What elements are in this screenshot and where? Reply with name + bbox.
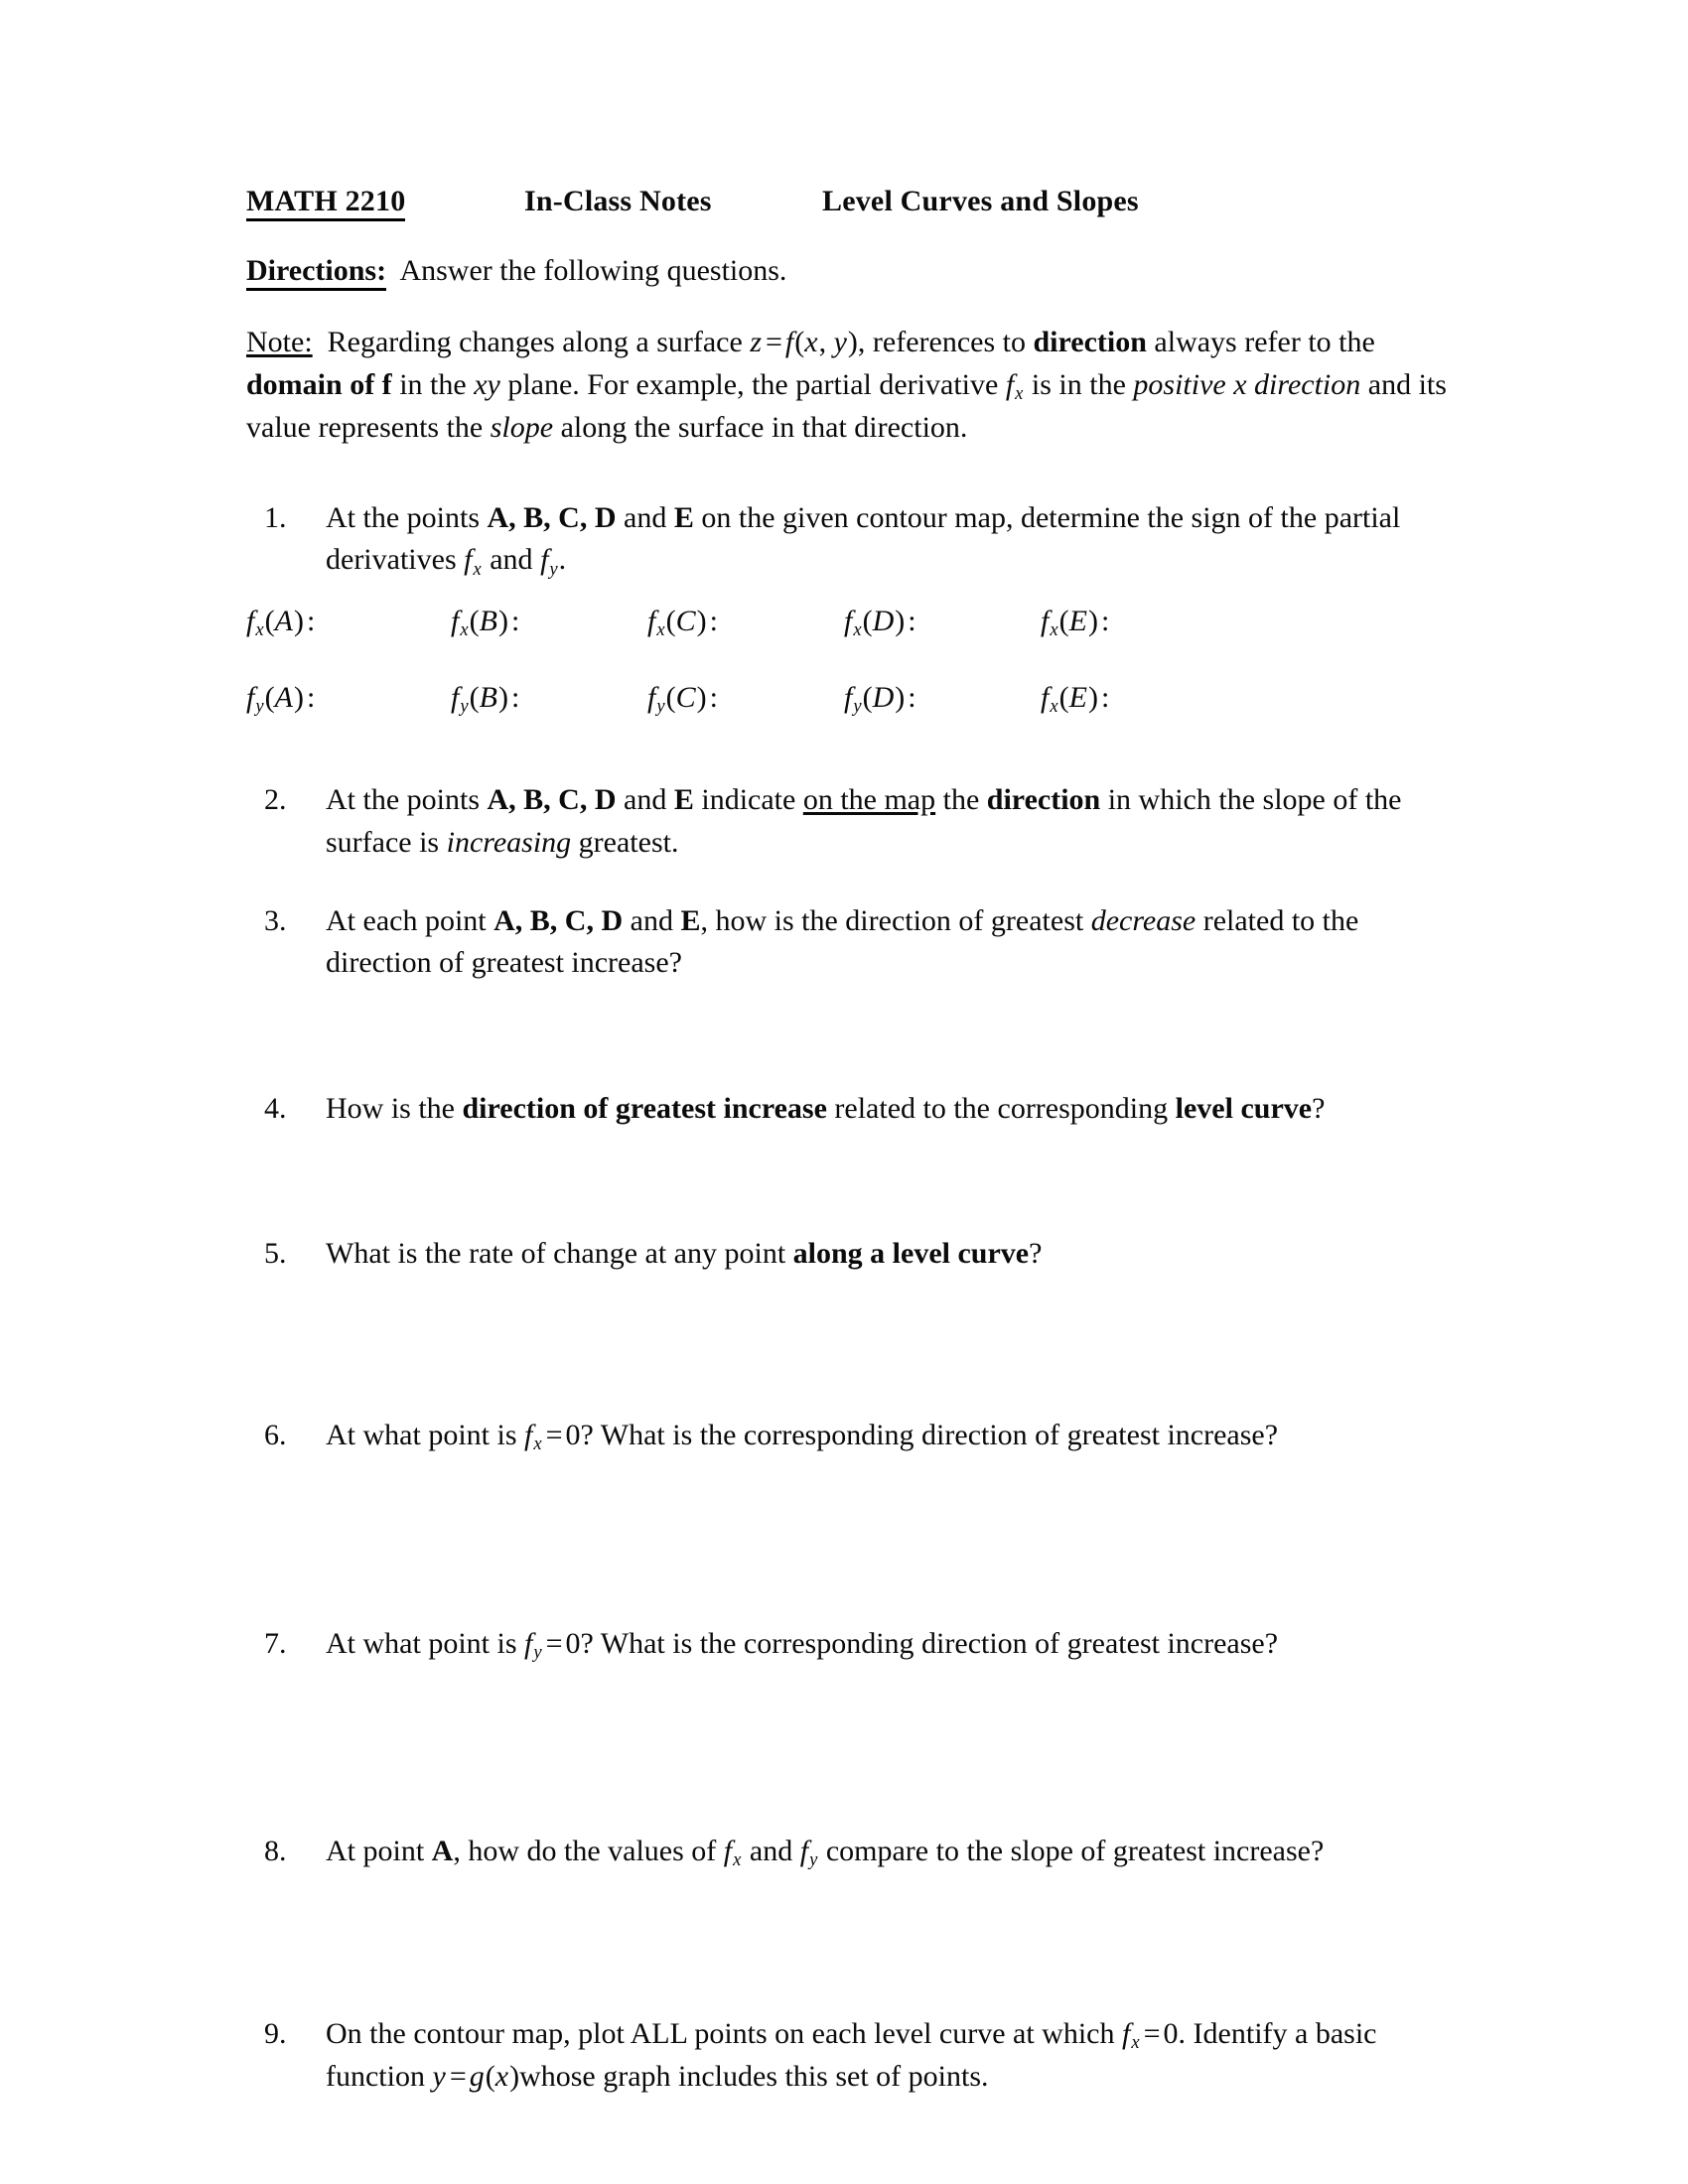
question-7-text: At what point is $f_y = 0$? What is the corresponding direction of greatest increase? — [326, 1626, 1279, 1663]
answer-cell-fx-b[interactable]: $f_x(B)$ : — [451, 604, 520, 641]
q4-bold-level: level — [1175, 1091, 1233, 1125]
math-fx-q8: $f_x$ — [723, 1835, 742, 1871]
question-item-7 — [246, 1623, 1458, 1667]
question-number-5: 5. — [264, 1237, 287, 1271]
question-item-1 — [246, 497, 1458, 583]
answer-cell-fy-d[interactable]: $f_y(D)$ : — [844, 681, 916, 718]
answer-cell-fx-c[interactable]: $f_x(C)$ : — [647, 604, 718, 641]
point-e-1: E — [673, 500, 694, 534]
math-fy-eq-zero-q7: $f_y = 0$ — [524, 1626, 581, 1663]
question-number-8: 8. — [264, 1835, 287, 1868]
document-content — [246, 185, 1458, 2099]
point-e-3: E — [680, 903, 701, 937]
directions-line — [246, 254, 1458, 288]
question-6-text: At what point is $f_x = 0$? What is the corresponding direction of greatest increase? — [326, 1418, 1279, 1455]
question-8-text: At point A, how do the values of $f_x$ and $f_y$ compare to the slope of greatest increase? — [326, 1835, 1325, 1871]
note-paragraph — [246, 322, 1458, 450]
q2-italic-increasing: increasing — [446, 825, 572, 859]
answer-cell-fy-c[interactable]: $f_y(C)$ : — [647, 681, 718, 718]
math-fx-eq-zero-q9: $f_x = 0$ — [1122, 2016, 1179, 2053]
note-label: Note: — [246, 326, 313, 358]
question-item-5 — [246, 1233, 1458, 1276]
question-number-2: 2. — [264, 783, 287, 817]
question-number-1: 1. — [264, 500, 287, 534]
math-fx-eq-zero-q6: $f_x = 0$ — [524, 1418, 581, 1455]
q2-underline-on-the-map: on the map — [802, 783, 936, 817]
note-text-7: and its value represents the — [246, 367, 1447, 445]
question-4-text: How is the direction of greatest increase related to the corresponding level curve? — [326, 1091, 1326, 1125]
directions-label: Directions: — [246, 254, 386, 291]
question-5-text: What is the rate of change at any point along a level curve? — [326, 1237, 1043, 1271]
answer-cell-fy-b[interactable]: $f_y(B)$ : — [451, 681, 520, 718]
q4-bold-curve: curve — [1240, 1091, 1313, 1125]
question-3-text: At each point A, B, C, D and E, how is the direction of greatest decrease related to the direction of greatest increase? — [326, 903, 1359, 980]
question-list — [246, 497, 1458, 2099]
doc-type: In-Class Notes — [524, 185, 712, 217]
points-list-3: A, B, C, D — [493, 903, 624, 937]
page-title: Level Curves and Slopes — [822, 185, 1139, 217]
question-item-8 — [246, 1831, 1458, 1874]
point-e-2: E — [673, 783, 694, 817]
question-number-4: 4. — [264, 1091, 287, 1125]
question-9-text: On the contour map, plot ALL points on each level curve at which $f_x = 0$. Identify a basic function y = g(x)whose graph includes this set of points. — [326, 2016, 1377, 2094]
note-bold-direction: direction — [1033, 326, 1147, 358]
question-1-text: At the points A, B, C, D and E on the given contour map, determine the sign of the partial derivatives $f_x$ and $f_y$. — [326, 500, 1401, 580]
math-surface-equation: z = f(x, y) — [750, 326, 858, 358]
document-header — [246, 185, 1458, 218]
math-fx-inline: $f_x$ — [1005, 367, 1024, 404]
note-italic-positive-x-direction: positive x direction — [1133, 367, 1361, 401]
math-fy-q1: $f_y$ — [540, 543, 558, 580]
directions-text: Answer the following questions. — [399, 254, 787, 287]
note-bold-domain: domain of f — [246, 367, 392, 401]
question-item-4 — [246, 1088, 1458, 1131]
answer-row-fy — [246, 681, 1458, 718]
points-list-1: A, B, C, D — [487, 500, 617, 534]
question-number-6: 6. — [264, 1418, 287, 1451]
note-text-1: Regarding changes along a surface — [327, 326, 743, 358]
note-text-3: always refer to the — [1154, 326, 1375, 358]
math-fy-q8: $f_y$ — [799, 1835, 818, 1871]
note-text-8: along the surface in that direction. — [560, 411, 968, 445]
question-item-9 — [246, 2013, 1458, 2099]
math-y-equals-g-of-x: y = g(x) — [432, 2060, 520, 2094]
question-item-3 — [246, 900, 1458, 985]
q2-bold-direction: direction — [986, 783, 1101, 817]
math-fx-q1: $f_x$ — [464, 543, 482, 580]
note-italic-xy: xy — [474, 367, 500, 401]
question-number-3: 3. — [264, 903, 287, 937]
q4-bold-greatest-increase: direction of greatest increase — [462, 1091, 827, 1125]
note-text-5: plane. For example, the partial derivative — [507, 367, 999, 401]
points-list-2: A, B, C, D — [487, 783, 617, 817]
q8-bold-point-a: A — [431, 1835, 454, 1868]
question-number-9: 9. — [264, 2016, 287, 2050]
question-item-6 — [246, 1415, 1458, 1458]
note-italic-slope: slope — [490, 411, 554, 445]
question-item-2 — [246, 779, 1458, 864]
q5-bold-along-level-curve: along a level curve — [792, 1237, 1030, 1271]
answer-cell-fx-d[interactable]: $f_x(D)$ : — [844, 604, 916, 641]
answer-cell-fy-a[interactable]: $f_y(A)$ : — [246, 681, 316, 718]
q3-italic-decrease: decrease — [1090, 903, 1196, 937]
answer-cell-fy-e[interactable]: $f_x(E)$ : — [1041, 681, 1110, 718]
course-code: MATH 2210 — [246, 185, 405, 221]
note-text-6: is in the — [1031, 367, 1126, 401]
answer-row-fx — [246, 605, 1458, 641]
answer-cell-fx-e[interactable]: $f_x(E)$ : — [1041, 604, 1110, 641]
note-text-2: , references to — [857, 326, 1026, 358]
note-text-4: in the — [399, 367, 467, 401]
question-number-7: 7. — [264, 1626, 287, 1660]
answer-cell-fx-a[interactable]: $f_x(A)$ : — [246, 604, 316, 641]
question-2-text: At the points A, B, C, D and E indicate on the map the direction in which the slope of the surface is increasing greatest. — [326, 783, 1402, 859]
